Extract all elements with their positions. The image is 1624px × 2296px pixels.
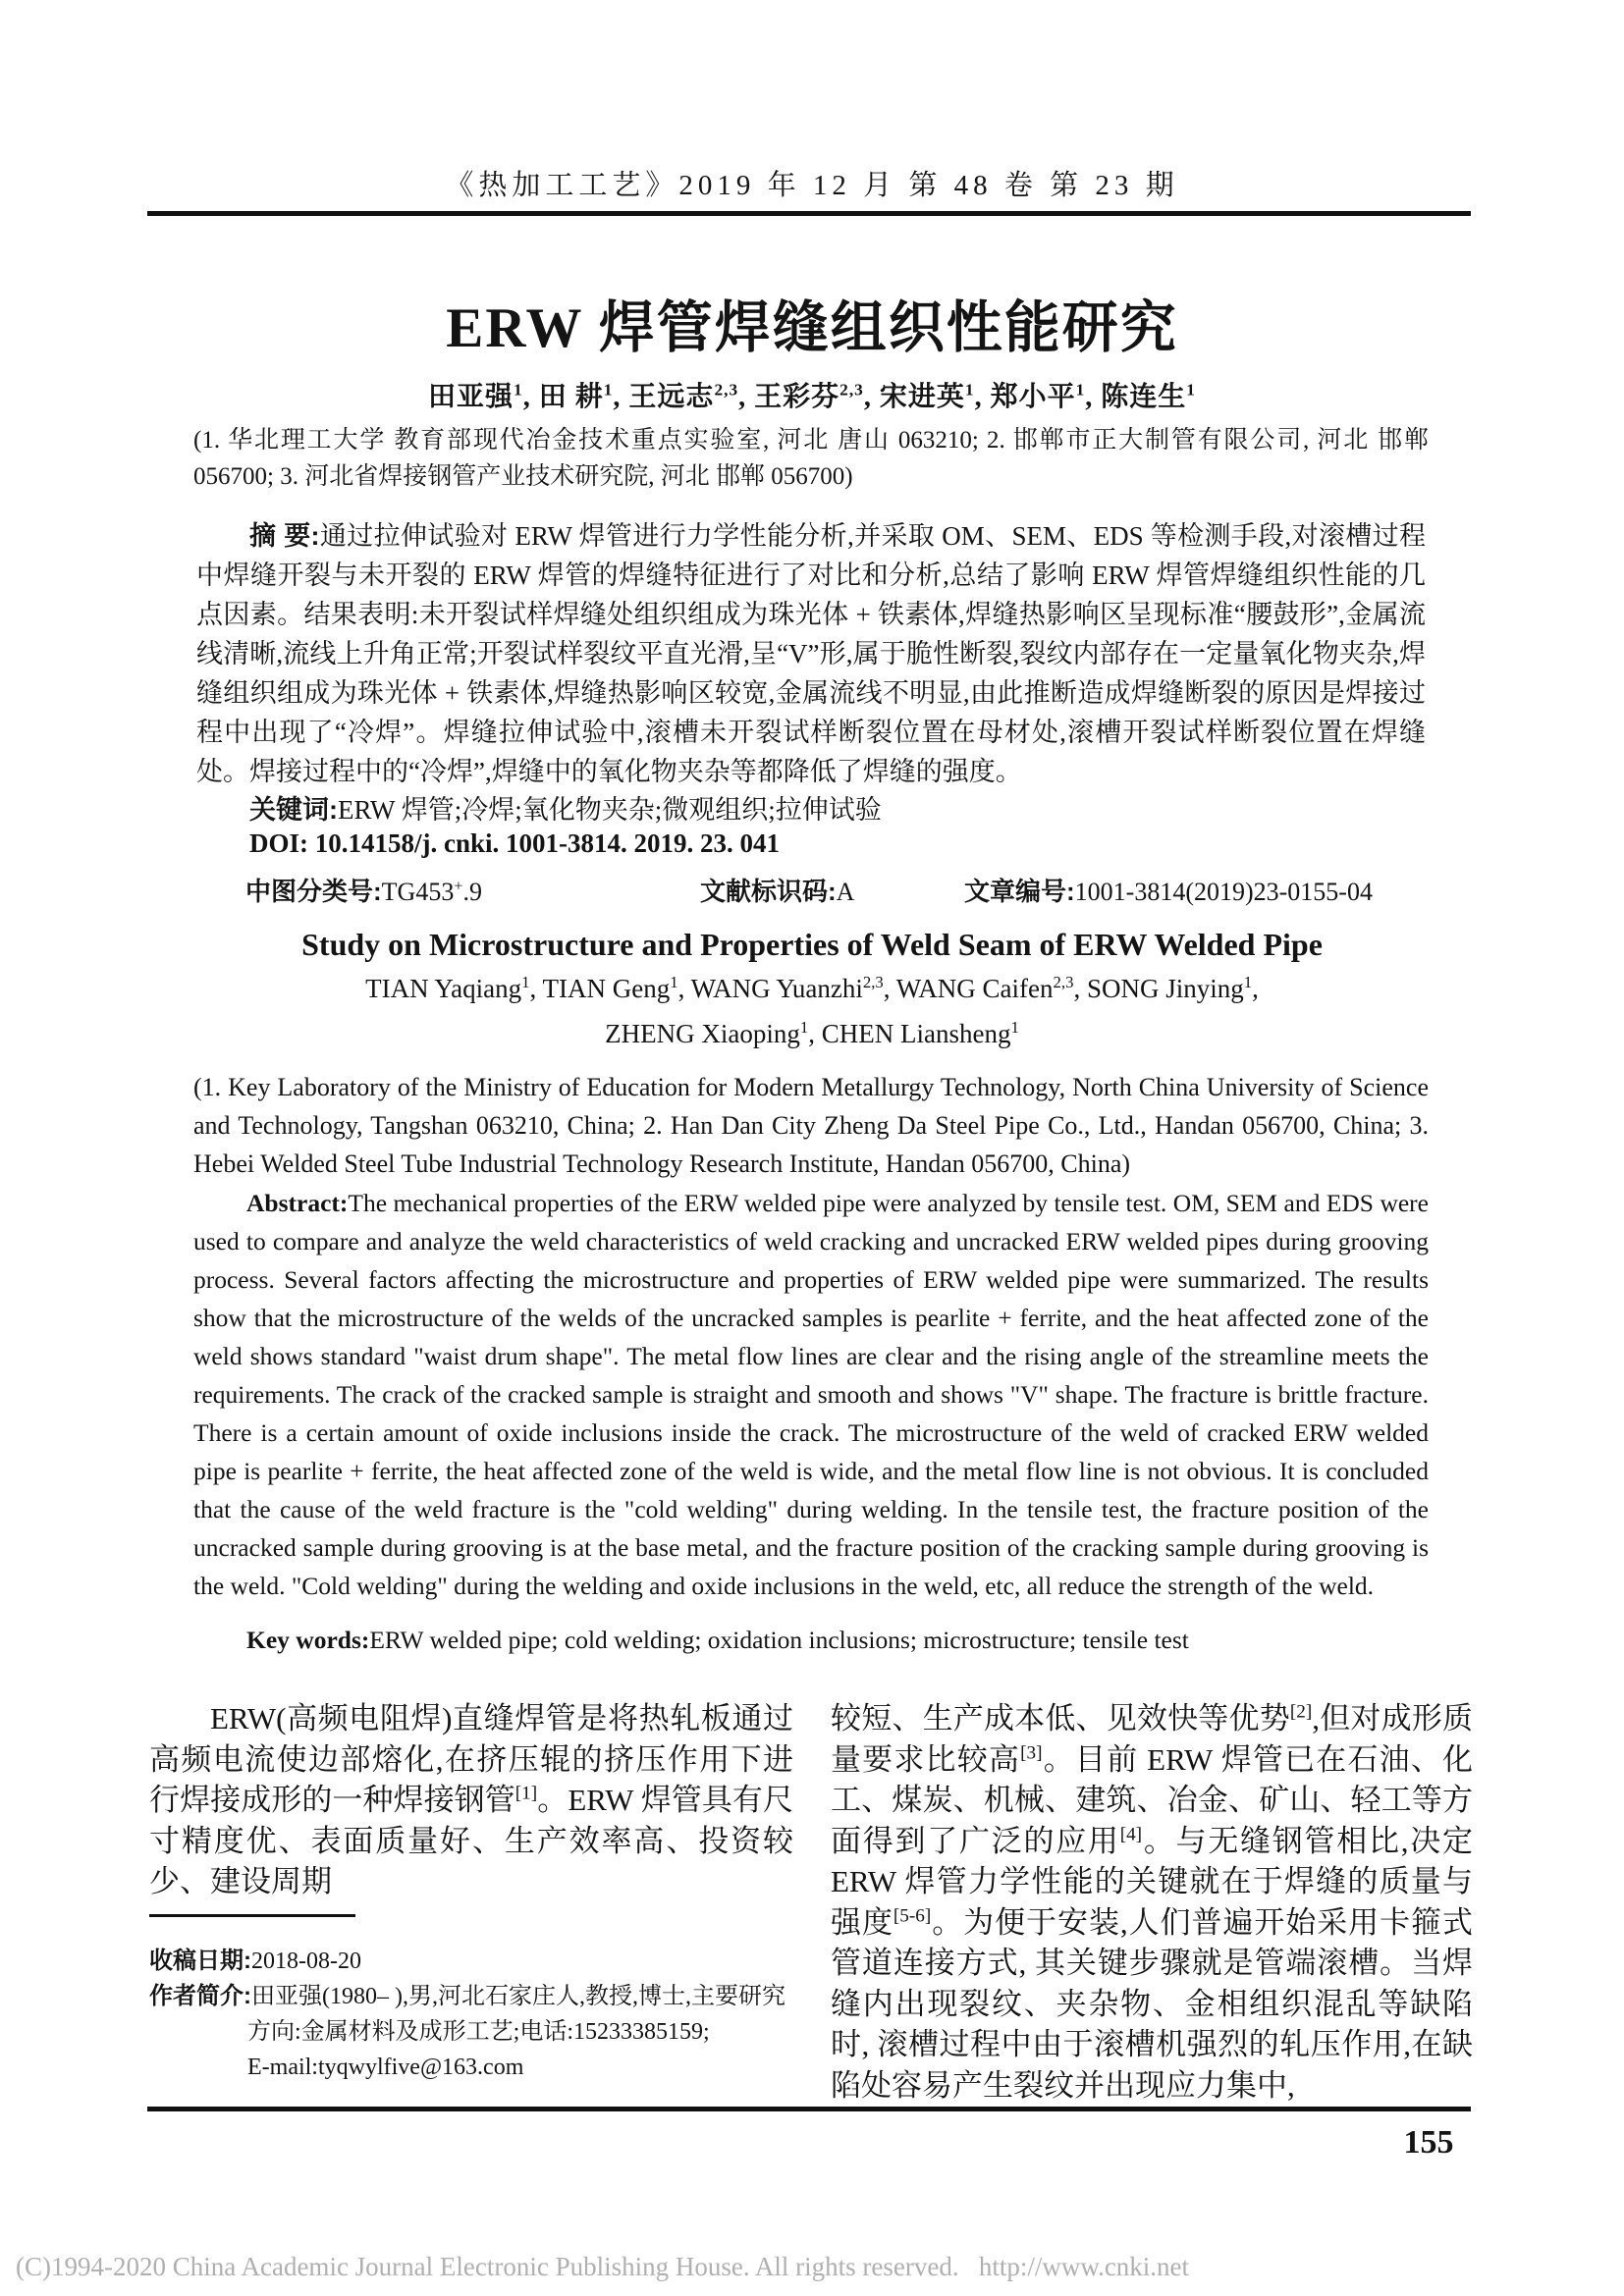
article-id [964, 872, 1373, 908]
keywords-zh [196, 791, 1426, 828]
keywords-en-text: ERW welded pipe; cold welding; oxidation inclusions; microstructure; tensile test [369, 1626, 1189, 1654]
journal-header-line: 《热加工工艺》2019 年 12 月 第 48 卷 第 23 期 [445, 170, 1179, 201]
received-date-value: 2018-08-20 [251, 1949, 361, 1974]
affiliation-zh: (1. 华北理工大学 教育部现代冶金技术重点实验室, 河北 唐山 063210; 2. 邯郸市正大制管有限公司, 河北 邯郸 056700; 3. 河北省焊接钢管产业技术研究院, 河北 邯郸 056700) [193, 427, 1429, 490]
author-bio-text: 田亚强(1980– ),男,河北石家庄人,教授,博士,主要研究方向:金属材料及成形工艺;电话:15233385159; [247, 1984, 785, 2045]
footnote-block [149, 1944, 797, 2085]
clc-value: TG453 [381, 878, 455, 906]
keywords-zh-label: 关键词: [249, 795, 338, 825]
header-divider-rule [147, 211, 1471, 216]
authors-en-line2: ZHENG Xiaoping$^1$, CHEN Liansheng$^1$ [605, 1018, 1019, 1048]
abstract-zh-text: 通过拉伸试验对 ERW 焊管进行力学性能分析,并采取 OM、SEM、EDS 等检测手段,对滚槽过程中焊缝开裂与未开裂的 ERW 焊管的焊缝特征进行了对比和分析,总结了影响 ERW 焊管焊缝组织性能的几点因素。结果表明:未开裂试样焊缝处组织组成为珠光体 + 铁素体,焊缝热影响区呈现标准“腰鼓形”,金属流线清晰,流线上升角正常;开裂试样裂纹平直光滑,呈“V”形,属于脆性断裂,裂纹内部存在一定量氧化物夹杂,焊缝组织组成为珠光体 + 铁素体,焊缝热影响区较宽,金属流线不明显,由此推断造成焊缝断裂的原因是焊接过程中出现了“冷焊”。焊缝拉伸试验中,滚槽未开裂试样断裂位置在母材处,滚槽开裂试样断裂位置在焊缝处。焊接过程中的“冷焊”,焊缝中的氧化物夹杂等都降低了焊缝的强度。 [196, 521, 1426, 786]
document-code [700, 872, 854, 908]
document-code-value: A [836, 878, 855, 906]
abstract-zh-label: 摘 要: [249, 521, 320, 551]
author-bio-label: 作者简介: [149, 1983, 251, 2009]
author-email-line: E-mail:tyqwylfive@163.com [247, 2055, 524, 2080]
body-column-left: ERW(高频电阻焊)直缝焊管是将热轧板通过高频电流使边部熔化,在挤压辊的挤压作用下进行焊接成形的一种焊接钢管[1]。ERW 焊管具有尺寸精度优、表面质量好、生产效率高、投资较少、建设周期 [149, 1701, 793, 1898]
body-column-right: 较短、生产成本低、见效快等优势[2],但对成形质量要求比较高[3]。目前 ERW 焊管已在石油、化工、煤炭、机械、建筑、冶金、矿山、轻工等方面得到了广泛的应用[4]。与无缝钢管相比,决定 ERW 焊管力学性能的关键就在于焊缝的质量与强度[5-6]。为便于安装,人们普遍开始采用卡箍式管道连接方式, 其关键步骤就是管端滚槽。当焊缝内出现裂纹、夹杂物、金相组织混乱等缺陷时, 滚槽过程中由于滚槽机强烈的轧压作用,在缺陷处容易产生裂纹并出现应力集中, [831, 1701, 1474, 2103]
doi-line: DOI: 10.14158/j. cnki. 1001-3814. 2019. 23. 041 [249, 828, 780, 858]
abstract-en-text: The mechanical properties of the ERW welded pipe were analyzed by tensile test. OM, SEM and EDS were used to compare and analyze the weld characteristics of weld cracking and uncracked ERW welded pipes during grooving process. Several factors affecting the microstructure and properties of ERW welded pipe were summarized. The results show that the microstructure of the welds of the uncracked samples is pearlite + ferrite, and the heat affected zone of the weld shows standard "waist drum shape". The metal flow lines are clear and the rising angle of the streamline meets the requirements. The crack of the cracked sample is straight and smooth and shows "V" shape. The fracture is brittle fracture. There is a certain amount of oxide inclusions inside the crack. The microstructure of the weld of cracked ERW welded pipe is pearlite + ferrite, the heat affected zone of the weld is wide, and the metal flow line is not obvious. It is concluded that the cause of the weld fracture is the "cold welding" during welding. In the tensile test, the fracture position of the uncracked sample during grooving is at the base metal, and the fracture position of the cracking sample during grooving is the weld. "Cold welding" during the welding and oxide inclusions in the weld, etc, all reduce the strength of the weld. [193, 1189, 1429, 1600]
authors-en-line1: TIAN Yaqiang$^1$, TIAN Geng$^1$, WANG Yuanzhi$^{2,3}$, WANG Caifen$^{2,3}$, SONG Jinying$^1$, [365, 973, 1259, 1003]
abstract-en-label: Abstract: [246, 1189, 349, 1217]
keywords-zh-text: ERW 焊管;冷焊;氧化物夹杂;微观组织;拉伸试验 [338, 795, 882, 825]
author-bio-line [149, 1979, 797, 2050]
paper-title-zh: ERW 焊管焊缝组织性能研究 [446, 297, 1178, 359]
received-date-label: 收稿日期: [149, 1948, 251, 1974]
page-number: 155 [1403, 2124, 1454, 2161]
clc-number [245, 872, 482, 908]
article-id-label: 文章编号: [964, 877, 1075, 906]
abstract-zh [196, 516, 1426, 791]
article-id-value: 1001-3814(2019)23-0155-04 [1074, 878, 1373, 906]
authors-zh: 田亚强$^1$, 田 耕$^1$, 王远志$^{2,3}$, 王彩芬$^{2,3}$, 宋进英$^1$, 郑小平$^1$, 陈连生$^1$ [428, 380, 1196, 412]
affiliation-en: (1. Key Laboratory of the Ministry of Education for Modern Metallurgy Technology, North China University of Science and Technology, Tangshan 063210, China; 2. Han Dan City Zheng Da Steel Pipe Co., Ltd., Handan 056700, China; 3. Hebei Welded Steel Tube Industrial Technology Research Institute, Handan 056700, China) [193, 1073, 1429, 1178]
clc-superscript: + [454, 878, 463, 895]
document-code-label: 文献标识码: [700, 877, 837, 906]
received-date-line [149, 1944, 797, 1979]
keywords-en-label: Key words: [246, 1626, 370, 1654]
clc-label: 中图分类号: [245, 877, 382, 906]
copyright-line: (C)1994-2020 China Academic Journal Electronic Publishing House. All rights reserved. http://www.cnki.net [16, 2252, 1190, 2281]
abstract-en [193, 1184, 1429, 1605]
footer-divider-rule [147, 2107, 1471, 2111]
paper-title-en: Study on Microstructure and Properties of Weld Seam of ERW Welded Pipe [301, 927, 1323, 962]
clc-value-tail: .9 [462, 878, 482, 906]
footnote-divider-rule [149, 1914, 355, 1917]
keywords-en [193, 1622, 1429, 1659]
